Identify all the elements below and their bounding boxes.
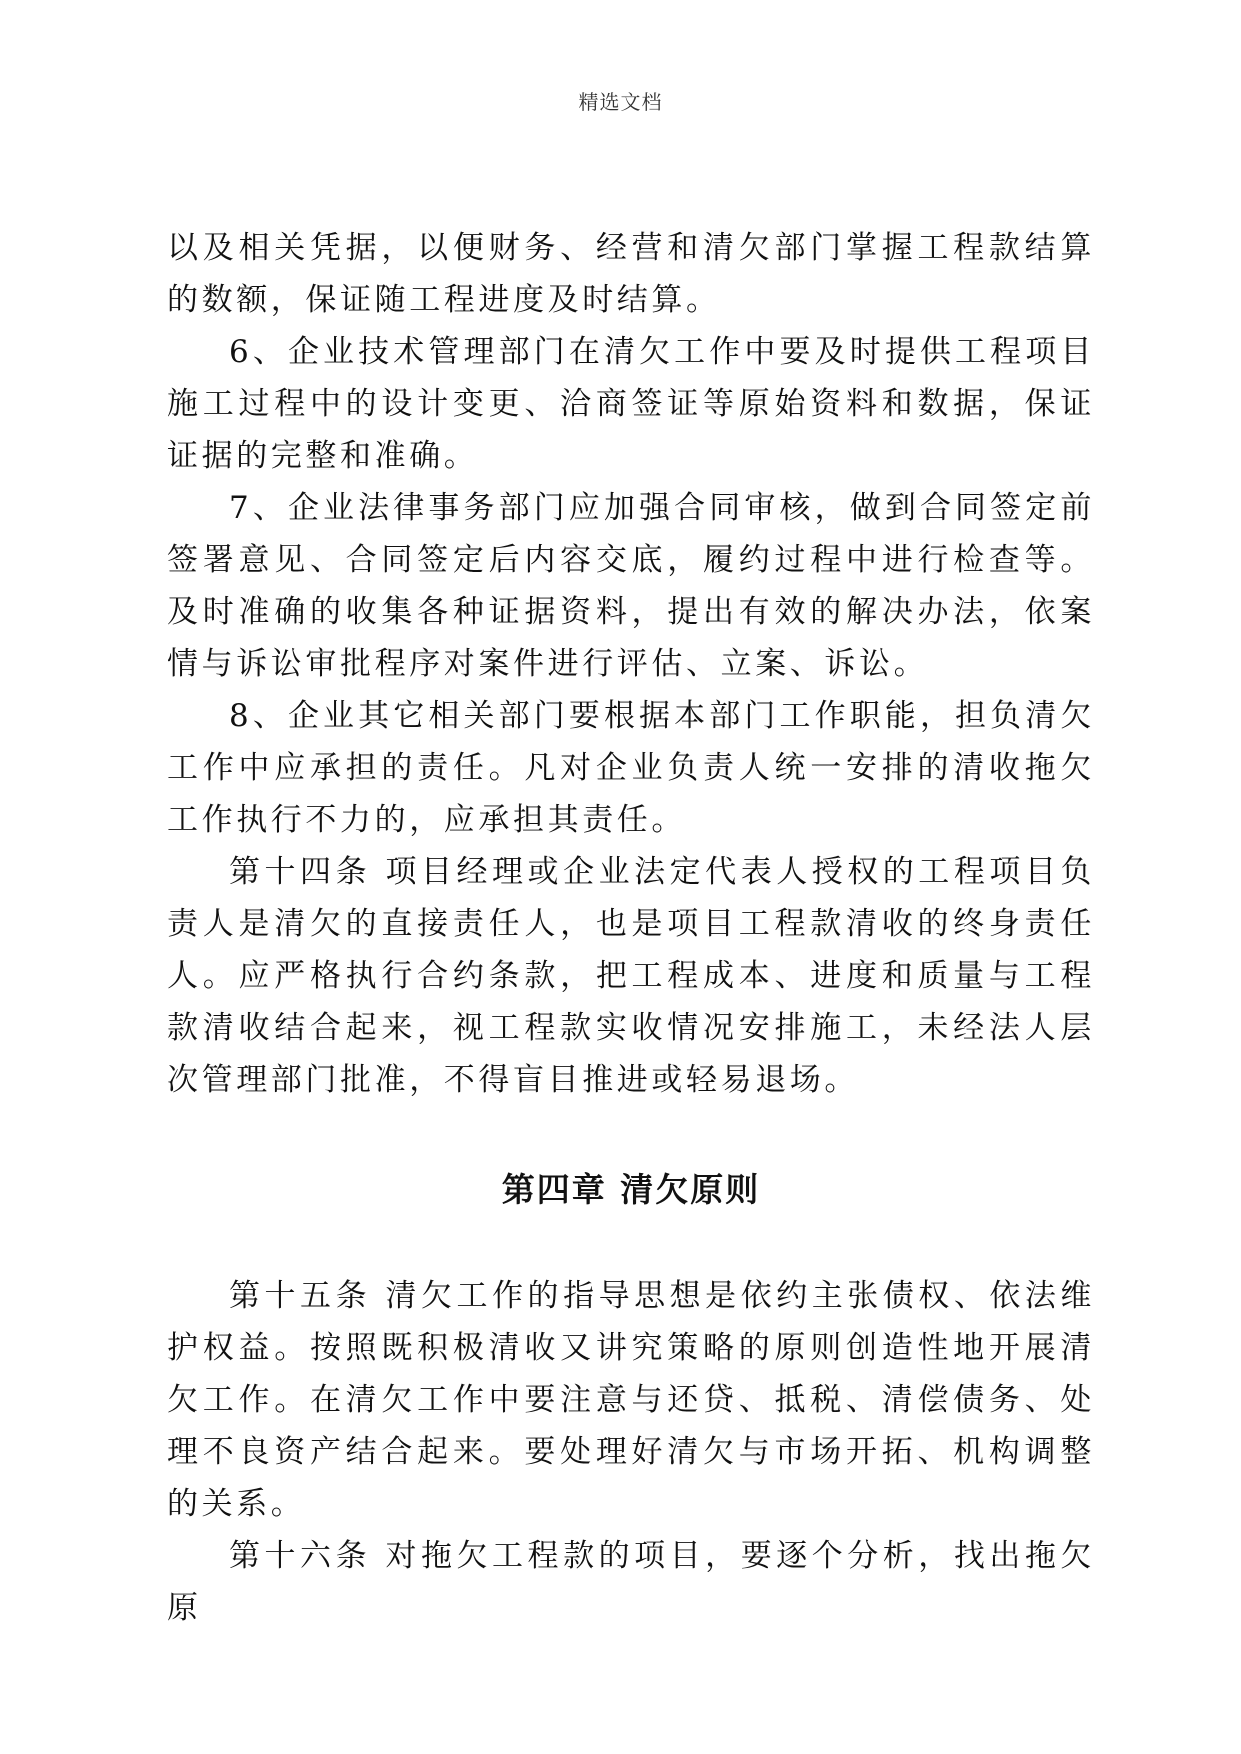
paragraph: 以及相关凭据，以便财务、经营和清欠部门掌握工程款结算的数额，保证随工程进度及时结算。 bbox=[167, 230, 1095, 318]
paragraph: 8、企业其它相关部门要根据本部门工作职能，担负清欠工作中应承担的责任。凡对企业负责人统一安排的清收拖欠工作执行不力的，应承担其责任。 bbox=[167, 698, 1095, 838]
chapter-heading: 第四章 清欠原则 bbox=[501, 1170, 761, 1209]
paragraph: 7、企业法律事务部门应加强合同审核，做到合同签定前签署意见、合同签定后内容交底，履约过程中进行检查等。及时准确的收集各种证据资料，提出有效的解决办法，依案情与诉讼审批程序对案件进行评估、立案、诉讼。 bbox=[167, 490, 1095, 682]
paragraph: 6、企业技术管理部门在清欠工作中要及时提供工程项目施工过程中的设计变更、洽商签证等原始资料和数据，保证证据的完整和准确。 bbox=[167, 334, 1095, 474]
paragraph: 第十六条 对拖欠工程款的项目，要逐个分析，找出拖欠原 bbox=[167, 1538, 1095, 1626]
document-body bbox=[167, 222, 1095, 1634]
paragraph: 第十四条 项目经理或企业法定代表人授权的工程项目负责人是清欠的直接责任人，也是项目工程款清收的终身责任人。应严格执行合约条款，把工程成本、进度和质量与工程款清收结合起来，视工程款实收情况安排施工，未经法人层次管理部门批准，不得盲目推进或轻易退场。 bbox=[167, 854, 1095, 1098]
paragraph: 第十五条 清欠工作的指导思想是依约主张债权、依法维护权益。按照既积极清收又讲究策略的原则创造性地开展清欠工作。在清欠工作中要注意与还贷、抵税、清偿债务、处理不良资产结合起来。要处理好清欠与市场开拓、机构调整的关系。 bbox=[167, 1278, 1095, 1522]
page-header: 精选文档 bbox=[578, 90, 663, 114]
